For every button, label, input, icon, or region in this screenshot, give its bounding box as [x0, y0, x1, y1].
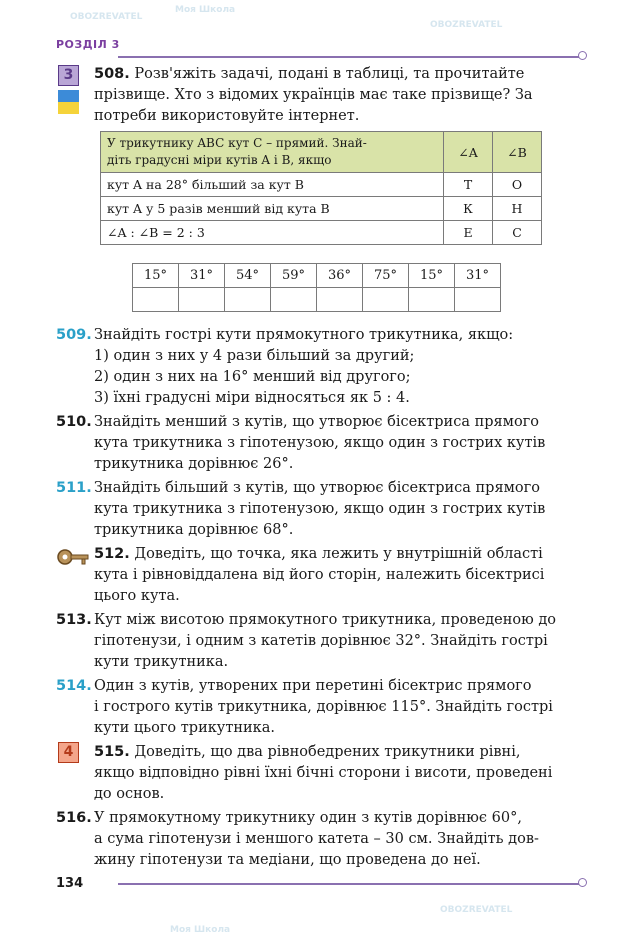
problem-text: Доведіть, що два рівнобедрених трикутники рівні,: [134, 744, 521, 760]
level-badge: 3: [58, 65, 79, 86]
answer-letter-slot: [317, 288, 363, 312]
problem-508-line: [94, 64, 524, 85]
table-row: [101, 221, 542, 245]
answer-value: 59°: [271, 264, 317, 288]
table-header-line: діть градусні міри кутів A і B, якщо: [107, 153, 332, 167]
problem-511-line: трикутника дорівнює 68°.: [94, 522, 294, 538]
problem-number: 513.: [56, 612, 92, 628]
table-header-cell: [101, 132, 444, 173]
problem-509-line: 3) їхні градусні міри відносяться як 5 : 4.: [94, 390, 410, 406]
row-letter-b: С: [493, 221, 542, 245]
answer-letter-slot: [133, 288, 179, 312]
problem-516-line: а сума гіпотенузи і меншого катета – 30 см. Знайдіть дов-: [94, 831, 539, 847]
ukraine-flag-icon: [58, 90, 79, 114]
problem-511-line: кута трикутника з гіпотенузою, якщо один з гострих кутів: [94, 501, 546, 517]
answer-value: 15°: [409, 264, 455, 288]
header-rule-dot: [578, 51, 587, 60]
answer-value: 75°: [363, 264, 409, 288]
problem-515-line: якщо відповідно рівні їхні бічні сторони і висоти, проведені: [94, 765, 553, 781]
row-letter-a: К: [444, 197, 493, 221]
answer-letter-slot: [271, 288, 317, 312]
problem-509-line: Знайдіть гострі кути прямокутного трикутника, якщо:: [94, 327, 514, 343]
level-badge: 4: [58, 742, 79, 763]
problem-number: 514.: [56, 678, 92, 694]
table-row: [101, 173, 542, 197]
answer-letter-slot: [409, 288, 455, 312]
problem-number: 512.: [94, 546, 130, 562]
problem-513-line: Кут між висотою прямокутного трикутника, проведеною до: [94, 612, 557, 628]
problem-514-line: кути цього трикутника.: [94, 720, 276, 736]
problem-number: 516.: [56, 810, 92, 826]
problem-509-line: 1) один з них у 4 рази більший за другий;: [94, 348, 415, 364]
problem-number: 510.: [56, 414, 92, 430]
answer-table: [132, 263, 501, 312]
problem-514-line: і гострого кутів трикутника, дорівнює 115°. Знайдіть гострі: [94, 699, 553, 715]
footer-rule: [118, 883, 580, 885]
row-condition: кут A у 5 разів менший від кута B: [101, 197, 444, 221]
row-condition: ∠A : ∠B = 2 : 3: [101, 221, 444, 245]
page-number: 134: [56, 876, 84, 891]
problem-516-line: жину гіпотенузи та медіани, що проведена до неї.: [94, 852, 481, 868]
watermark: OBOZREVATEL: [440, 905, 513, 915]
answer-letter-slot: [363, 288, 409, 312]
header-rule: [118, 56, 580, 58]
watermark: OBOZREVATEL: [430, 20, 503, 30]
row-letter-a: Т: [444, 173, 493, 197]
watermark: OBOZREVATEL: [70, 12, 143, 22]
watermark: Моя Школа: [170, 925, 231, 935]
table-header-line: У трикутнику ABC кут C – прямий. Знай-: [107, 136, 367, 150]
column-angle-a: ∠A: [444, 132, 493, 173]
problem-513-line: гіпотенузи, і одним з катетів дорівнює 32°. Знайдіть гострі: [94, 633, 548, 649]
problem-number: 511.: [56, 480, 92, 496]
answer-value: 31°: [179, 264, 225, 288]
problem-text: Розв'яжіть задачі, подані в таблиці, та прочитайте: [134, 66, 525, 82]
problem-number: 515.: [94, 744, 130, 760]
answer-letter-slot: [225, 288, 271, 312]
answer-value: 36°: [317, 264, 363, 288]
problem-516-line: У прямокутному трикутнику один з кутів дорівнює 60°,: [94, 810, 522, 826]
problem-514-line: Один з кутів, утворених при перетині бісектрис прямого: [94, 678, 532, 694]
table-row: [101, 197, 542, 221]
watermark: Моя Школа: [175, 5, 236, 15]
problem-512-line: [94, 544, 543, 565]
column-angle-b: ∠B: [493, 132, 542, 173]
key-icon: [56, 546, 90, 568]
footer-rule-dot: [578, 878, 587, 887]
answer-value: 54°: [225, 264, 271, 288]
problem-515-line: до основ.: [94, 786, 165, 802]
row-letter-b: О: [493, 173, 542, 197]
problem-512-line: кута і рівновіддалена від його сторін, належить бісектрисі: [94, 567, 545, 583]
row-letter-b: Н: [493, 197, 542, 221]
answer-value: 31°: [455, 264, 501, 288]
problem-515-line: [94, 742, 520, 763]
problem-509-line: 2) один з них на 16° менший від другого;: [94, 369, 411, 385]
problem-number: 509.: [56, 327, 92, 343]
row-letter-a: Е: [444, 221, 493, 245]
problem-number: 508.: [94, 66, 130, 82]
problem-510-line: трикутника дорівнює 26°.: [94, 456, 294, 472]
row-condition: кут A на 28° більший за кут B: [101, 173, 444, 197]
problem-511-line: Знайдіть більший з кутів, що утворює бісектриса прямого: [94, 480, 540, 496]
answer-value: 15°: [133, 264, 179, 288]
problem-510-line: кута трикутника з гіпотенузою, якщо один з гострих кутів: [94, 435, 546, 451]
problem-512-line: цього кута.: [94, 588, 180, 604]
answer-letter-slot: [179, 288, 225, 312]
problem-508-line: прізвище. Хто з відомих українців має таке прізвище? За: [94, 87, 533, 103]
problem-text: Доведіть, що точка, яка лежить у внутрішній області: [134, 546, 543, 562]
section-label: РОЗДІЛ 3: [56, 38, 120, 51]
problem-510-line: Знайдіть менший з кутів, що утворює бісектриса прямого: [94, 414, 539, 430]
answer-letter-slot: [455, 288, 501, 312]
task-table: [100, 131, 542, 245]
problem-508-line: потреби використовуйте інтернет.: [94, 108, 360, 124]
problem-513-line: кути трикутника.: [94, 654, 229, 670]
